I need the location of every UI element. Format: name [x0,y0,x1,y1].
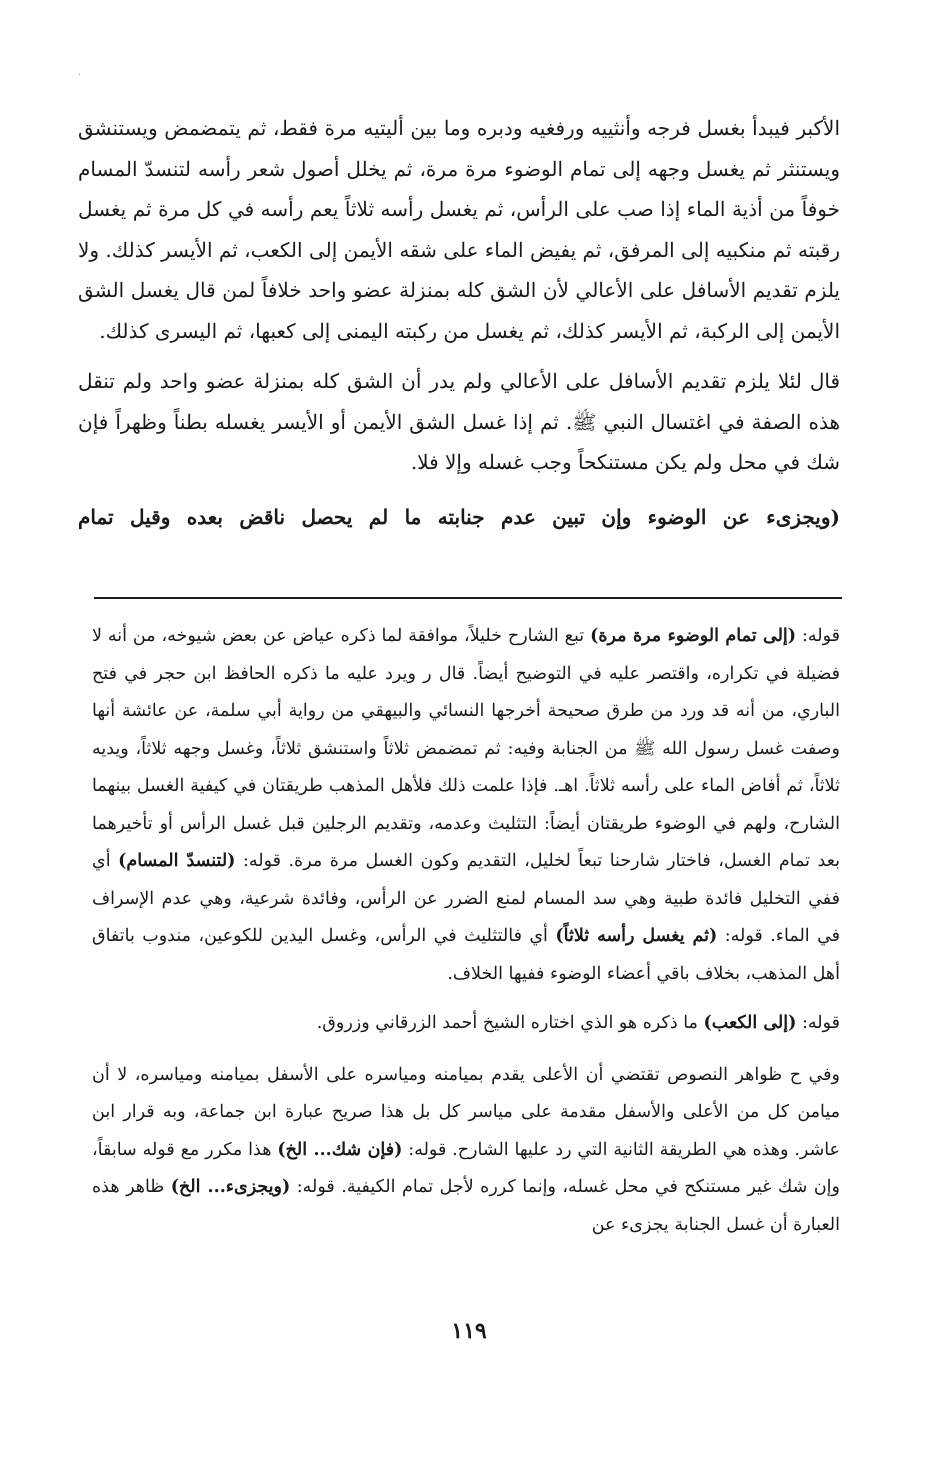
note3-keyword-2: (ويجزىء... الخ) [170,1177,291,1197]
note1-text-3: أي فالتثليث في الرأس، وغسل اليدين للكوعين، مندوب باتفاق أهل المذهب، بخلاف باقي أعضاء الوضوء ففيها الخلاف. [92,926,840,984]
note2-text: ما ذكره هو الذي اختاره الشيخ أحمد الزرقاني وزروق. [316,1013,704,1033]
note1-keyword-1: (إلى تمام الوضوء مرة مرة) [590,626,797,646]
note3-text-2: هذا مكرر مع قوله سابقاً، وإن شك غير مستنكح في محل غسله، وإنما كرره لأجل تمام الكيفية. قوله: [92,1139,840,1197]
note2-keyword: (إلى الكعب) [703,1013,797,1033]
note3-text-1: وفي ح ظواهر النصوص تقتضي أن الأعلى يقدم بميامنه ومياسره على الأسفل بميامنه ومياسره، لا أن ميامن كل من الأعلى والأسفل مقدمة على مياسر كل بل هذا صريح عبارة ابن جماعة، وبه قرار ابن عاشر. وهذه هي الطريقة الثانية التي رد عليها الشارح. قوله: [92,1064,841,1160]
page-number: ١١٩ [451,1318,487,1344]
note3-text-3: ظاهر هذه العبارة أن غسل الجنابة يجزىء عن [92,1177,840,1235]
commentary-note-3 [92,1057,840,1245]
commentary-note-2 [92,1005,840,1043]
commentary [92,618,840,1244]
scan-mark: · [78,70,82,81]
note1-keyword-3: (ثم يغسل رأسه ثلاثاً) [555,926,718,946]
matn-heading: (ويجزىء عن الوضوء وإن تبين عدم جنابته ما لم يحصل ناقض بعده وقيل تمام [78,504,840,529]
note1-prefix: قوله: [796,626,840,646]
commentary-note-1 [92,618,840,993]
note1-text-1: تبع الشارح خليلاً، موافقة لما ذكره عياض عن بعض شيوخه، من أنه لا فضيلة في تكراره، واقتصر عليه في التوضيح أيضاً. قال ر ويرد عليه ما ذكره الحافظ ابن حجر في فتح الباري، من أنه قد ورد من طرق صحيحة أخرجها النسائي والبيهقي من رواية أبي سلمة، عن عائشة أنها وصفت غسل رسول الله ﷺ من الجنابة وفيه: ثم تمضمض ثلاثاً واستنشق ثلاثاً، وغسل وجهه ثلاثاً، ويديه ثلاثاً، ثم أفاض الماء على رأسه ثلاثاً. اهـ. فإذا علمت ذلك فلأهل المذهب طريقتان في كيفية الغسل بينهما الشارح، ولهم في الوضوء طريقتان أيضاً: التثليث وعدمه، وتقديم الرجلين قبل غسل الرأس أو تأخيرهما بعد تمام الغسل، فاختار شارحنا تبعاً لخليل، التقديم وكون الغسل مرة مرة. قوله: [92,626,841,871]
main-text [78,108,840,537]
main-paragraph-1: الأكبر فيبدأ بغسل فرجه وأنثييه ورفغيه ودبره وما بين أليتيه مرة فقط، ثم يتمضمض ويستنشق ويستنثر ثم يغسل وجهه إلى تمام الوضوء مرة مرة، ثم يخلل أصول شعر رأسه لتنسدّ المسام خوفاً من أذية الماء إذا صب على الرأس، ثم يغسل رأسه ثلاثاً يعم رأسه في كل مرة ثم يغسل رقبته ثم منكبيه إلى المرفق، ثم يفيض الماء على شقه الأيمن إلى الكعب، ثم الأيسر كذلك. ولا يلزم تقديم الأسافل على الأعالي لأن الشق كله بمنزلة عضو واحد خلافاً لمن قال يغسل الشق الأيمن إلى الركبة، ثم الأيسر كذلك، ثم يغسل من ركبته اليمنى إلى كعبها، ثم اليسرى كذلك. [78,116,841,343]
main-paragraph-2: قال لئلا يلزم تقديم الأسافل على الأعالي ولم يدر أن الشق كله بمنزلة عضو واحد ولم تنقل هذه الصفة في اغتسال النبي ﷺ. ثم إذا غسل الشق الأيمن أو الأيسر يغسله بطناً وظهراً فإن شك في محل ولم يكن مستنكحاً وجب غسله وإلا فلا. [78,369,840,474]
note3-keyword-1: (فإن شك... الخ) [277,1139,403,1160]
note1-keyword-2: (لتنسدّ المسام) [118,851,236,871]
note2-prefix: قوله: [796,1013,840,1033]
footnote-divider [94,597,842,599]
note1-text-2: أي ففي التخليل فائدة طبية وهي سد المسام لمنع الضرر عن الرأس، وفائدة شرعية، وهي عدم الإسراف في الماء. قوله: [92,851,841,946]
